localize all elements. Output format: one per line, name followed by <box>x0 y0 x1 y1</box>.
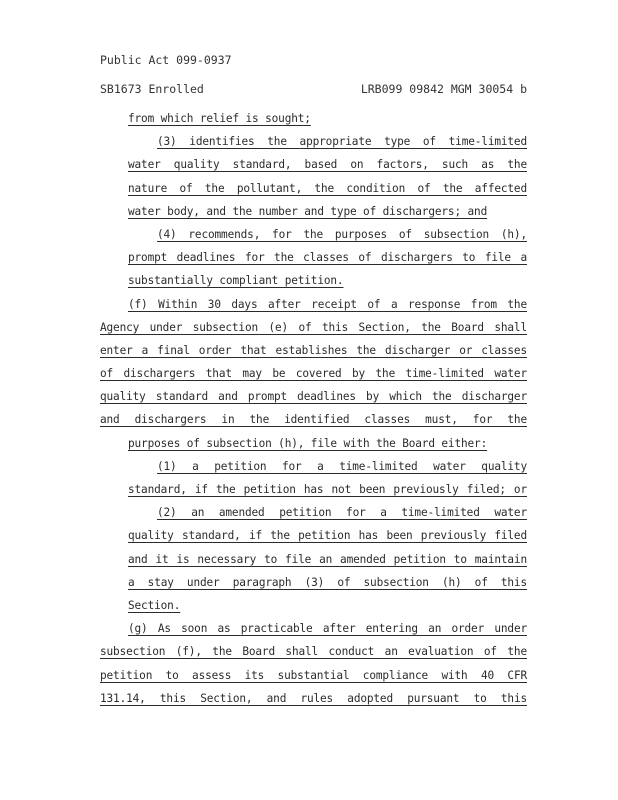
bill-number: SB1673 Enrolled <box>100 82 204 96</box>
text-line: water quality standard, based on factors, such as the <box>128 158 527 172</box>
text-line: prompt deadlines for the classes of dischargers to file a <box>128 251 527 265</box>
text-line: substantially compliant petition. <box>128 274 344 288</box>
text-line: (g) As soon as practicable after entering an order under <box>128 622 527 636</box>
public-act-number: Public Act 099-0937 <box>100 53 232 67</box>
text-line: nature of the pollutant, the condition of the affected <box>128 181 527 195</box>
text-line: (f) Within 30 days after receipt of a response from the <box>128 297 527 311</box>
text-line: and dischargers in the identified classes must, for the <box>100 413 527 427</box>
text-line: from which relief is sought; <box>128 112 311 125</box>
text-line: and it is necessary to file an amended petition to maintain <box>128 552 527 566</box>
bill-body-text <box>100 107 527 710</box>
text-line: quality standard and prompt deadlines by which the discharger <box>100 390 527 404</box>
text-line: quality standard, if the petition has been previously filed <box>128 529 527 543</box>
text-line: 131.14, this Section, and rules adopted pursuant to this <box>100 691 527 705</box>
text-line: a stay under paragraph (3) of subsection (h) of this <box>128 575 527 589</box>
text-line: (1) a petition for a time-limited water quality <box>157 459 527 473</box>
text-line: of dischargers that may be covered by the time-limited water <box>100 367 527 381</box>
text-line: water body, and the number and type of dischargers; and <box>128 204 488 218</box>
text-line: Section. <box>128 598 181 612</box>
text-line: enter a final order that establishes the discharger or classes <box>100 343 527 357</box>
text-line: (2) an amended petition for a time-limited water <box>157 506 527 520</box>
text-line: standard, if the petition has not been previously filed; or <box>128 483 527 496</box>
text-line: Agency under subsection (e) of this Section, the Board shall <box>100 320 527 334</box>
text-line: subsection (f), the Board shall conduct an evaluation of the <box>100 645 527 659</box>
text-line: purposes of subsection (h), file with the Board either: <box>128 436 488 450</box>
text-line: petition to assess its substantial compliance with 40 CFR <box>100 668 527 682</box>
text-line: (4) recommends, for the purposes of subsection (h), <box>157 227 527 241</box>
text-line: (3) identifies the appropriate type of time-limited <box>157 135 527 149</box>
lrb-reference: LRB099 09842 MGM 30054 b <box>360 82 527 96</box>
